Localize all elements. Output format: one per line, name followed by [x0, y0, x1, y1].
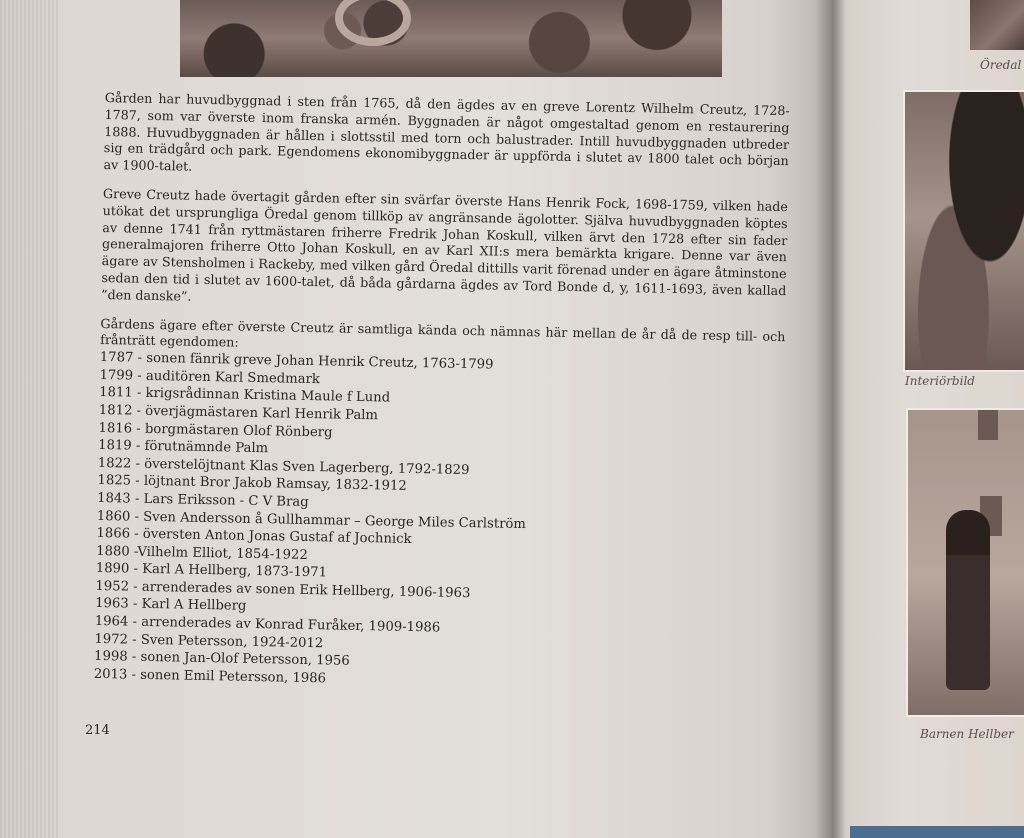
- owner-entry: 1811 - krigsrådinnan Kristina Maule f Lund: [99, 385, 391, 406]
- book-cover-edge: [850, 826, 1024, 838]
- owners-list: [94, 349, 785, 696]
- owner-entry: 1972 - Sven Petersson, 1924-2012: [94, 631, 324, 651]
- interior-photo: [903, 90, 1024, 372]
- owner-entry: 1787 - sonen fänrik greve Johan Henrik Creutz, 1763-1799: [99, 350, 494, 373]
- page-edge-stack: [0, 0, 60, 838]
- owner-entry: 1843 - Lars Eriksson - C V Brag: [97, 490, 309, 510]
- page-number: 214: [85, 723, 110, 738]
- owner-entry: 1952 - arrenderades av sonen Erik Hellberg, 1906-1963: [95, 578, 471, 601]
- photo-window: [978, 410, 998, 440]
- owner-entry: 1822 - överstelöjtnant Klas Sven Lagerberg, 1792-1829: [97, 455, 470, 478]
- owner-entry: 1819 - förutnämnde Palm: [98, 438, 269, 457]
- owner-entry: 1866 - översten Anton Jonas Gustaf af Jochnick: [96, 526, 412, 548]
- owner-entry: 1799 - auditören Karl Smedmark: [99, 367, 320, 387]
- owner-entry: 1964 - arrenderades av Konrad Furåker, 1909-1986: [94, 613, 441, 636]
- owner-entry: 1963 - Karl A Hellberg: [94, 596, 247, 615]
- photo-figure: [946, 510, 990, 690]
- paragraph-creutz: Greve Creutz hade övertagit gården efter sin svärfar överste Hans Henrik Fock, 1698-1759, vilken hade utökat det ursprungliga Öredal genom tillköp av angränsande ägolotter. Själva huvudbyggnaden köptes av denne 1741 från ryttmästaren friherre Fredrik Johan Koskull, vilken ärvt den 1728 efter sin fader generalmajoren friherre Otto Johan Koskull, en av Karl XII:s mera bemärkta krigare. Denne var även ägare av Stensholmen i Rackeby, med vilken gård Öredal dittills varit förenad under en ägare åtminstone sedan den tid i slutet av 1600-talet, då båda gårdarna ägdes av Tord Bonde d, y, 1611-1693, även kallad ”den danske”.: [100, 185, 789, 304]
- paragraph-history: Gården har huvudbyggnad i sten från 1765, då den ägdes av en greve Lorentz Wilhelm Creutz, 1728-1787, som var överste inom franska armén. Byggnaden är något omgestaltad genom en restaurering 1888. Huvudbyggnaden är hållen i slottsstil med torn och balustrader. Intill huvudbyggnaden utbreder sig en trädgård och park. Egendomens ekonomibyggnader är uppförda i slutet av 1800 talet och början av 1900-talet.: [103, 90, 790, 174]
- paragraph-owners-intro: Gårdens ägare efter överste Creutz är samtliga kända och nämnas här mellan de år då de resp till- och frånträtt egendomen:: [100, 315, 786, 350]
- caption-oredal: Öredal: [980, 58, 1022, 72]
- book-gutter: [815, 0, 845, 838]
- owner-entry: 1816 - borgmästaren Olof Rönberg: [98, 420, 333, 440]
- children-photo: [906, 408, 1024, 717]
- owner-entry: 1825 - löjtnant Bror Jakob Ramsay, 1832-1912: [97, 473, 407, 495]
- caption-interior: Interiörbild: [905, 374, 975, 388]
- thumbnail-photo: [970, 0, 1024, 50]
- owner-entry: 1880 -Vilhelm Elliot, 1854-1922: [96, 543, 308, 563]
- owner-entry: 2013 - sonen Emil Petersson, 1986: [93, 666, 327, 687]
- photo-garden-ring: [335, 0, 411, 46]
- owner-entry: 1890 - Karl A Hellberg, 1873-1971: [95, 561, 328, 581]
- owner-entry: 1998 - sonen Jan-Olof Petersson, 1956: [93, 649, 350, 670]
- text-block: [94, 90, 790, 696]
- owner-entry: 1812 - överjägmästaren Karl Henrik Palm: [98, 402, 379, 424]
- aerial-photo: [180, 0, 722, 77]
- owner-entry: 1860 - Sven Andersson å Gullhammar – George Miles Carlström: [96, 508, 527, 532]
- caption-children: Barnen Hellber: [920, 727, 1014, 741]
